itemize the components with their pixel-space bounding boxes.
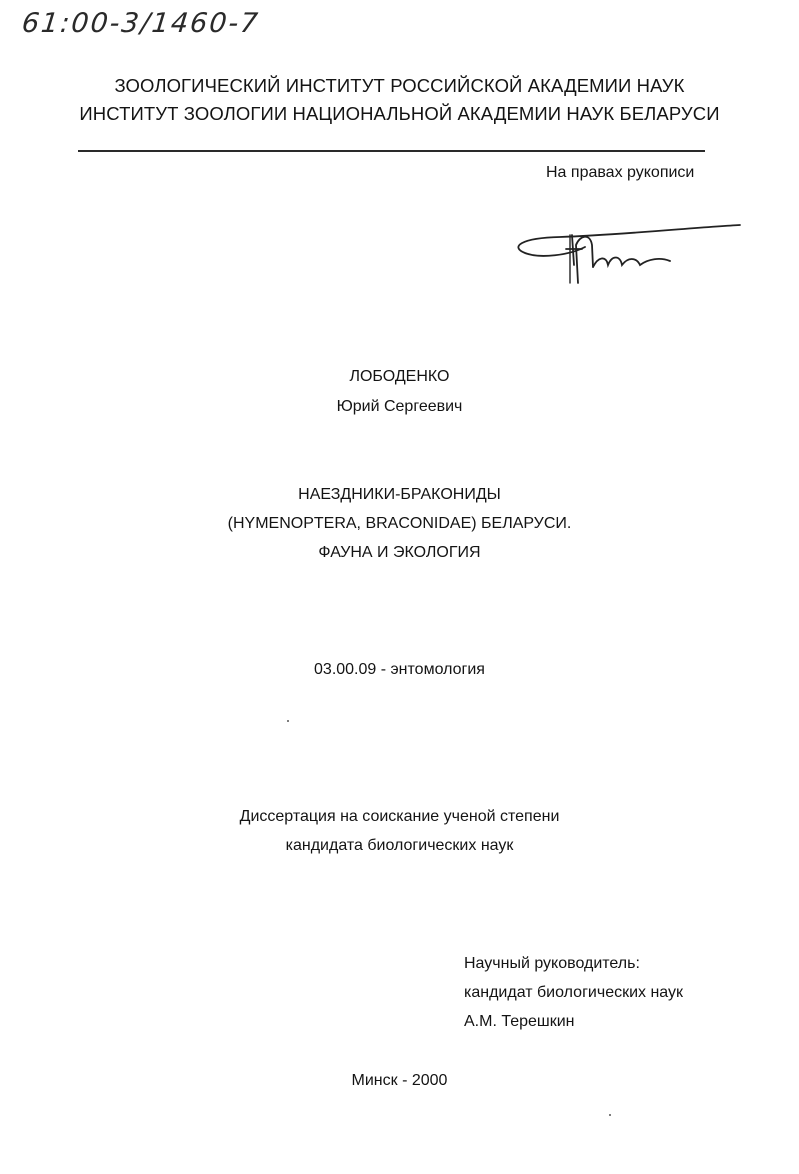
supervisor-degree: кандидат биологических наук <box>464 984 684 1001</box>
supervisor-label: Научный руководитель: <box>464 955 640 972</box>
title-line-2: (HYMENOPTERA, BRACONIDAE) БЕЛАРУСИ. <box>227 515 572 532</box>
degree-line-1: Диссертация на соискание ученой степени <box>239 808 560 825</box>
header-divider <box>78 150 705 152</box>
institute-line-1: ЗООЛОГИЧЕСКИЙ ИНСТИТУТ РОССИЙСКОЙ АКАДЕМИИ НАУК <box>114 75 685 96</box>
signature-icon <box>500 205 750 295</box>
scan-speck <box>609 1114 611 1116</box>
manuscript-rights-note: На правах рукописи <box>546 164 695 181</box>
title-line-3: ФАУНА И ЭКОЛОГИЯ <box>318 544 481 561</box>
author-surname: ЛОБОДЕНКО <box>349 368 450 385</box>
place-year: Минск - 2000 <box>351 1072 448 1089</box>
archive-code-handwritten: 61:00-3/1460-7 <box>20 8 262 39</box>
supervisor-name: А.М. Терешкин <box>464 1013 575 1030</box>
institute-line-2: ИНСТИТУТ ЗООЛОГИИ НАЦИОНАЛЬНОЙ АКАДЕМИИ НАУК БЕЛАРУСИ <box>79 103 720 124</box>
degree-line-2: кандидата биологических наук <box>285 837 514 854</box>
title-line-1: НАЕЗДНИКИ-БРАКОНИДЫ <box>298 486 501 503</box>
specialty-code: 03.00.09 - энтомология <box>314 661 485 678</box>
author-given-names: Юрий Сергеевич <box>336 398 463 415</box>
scan-speck <box>287 720 289 722</box>
